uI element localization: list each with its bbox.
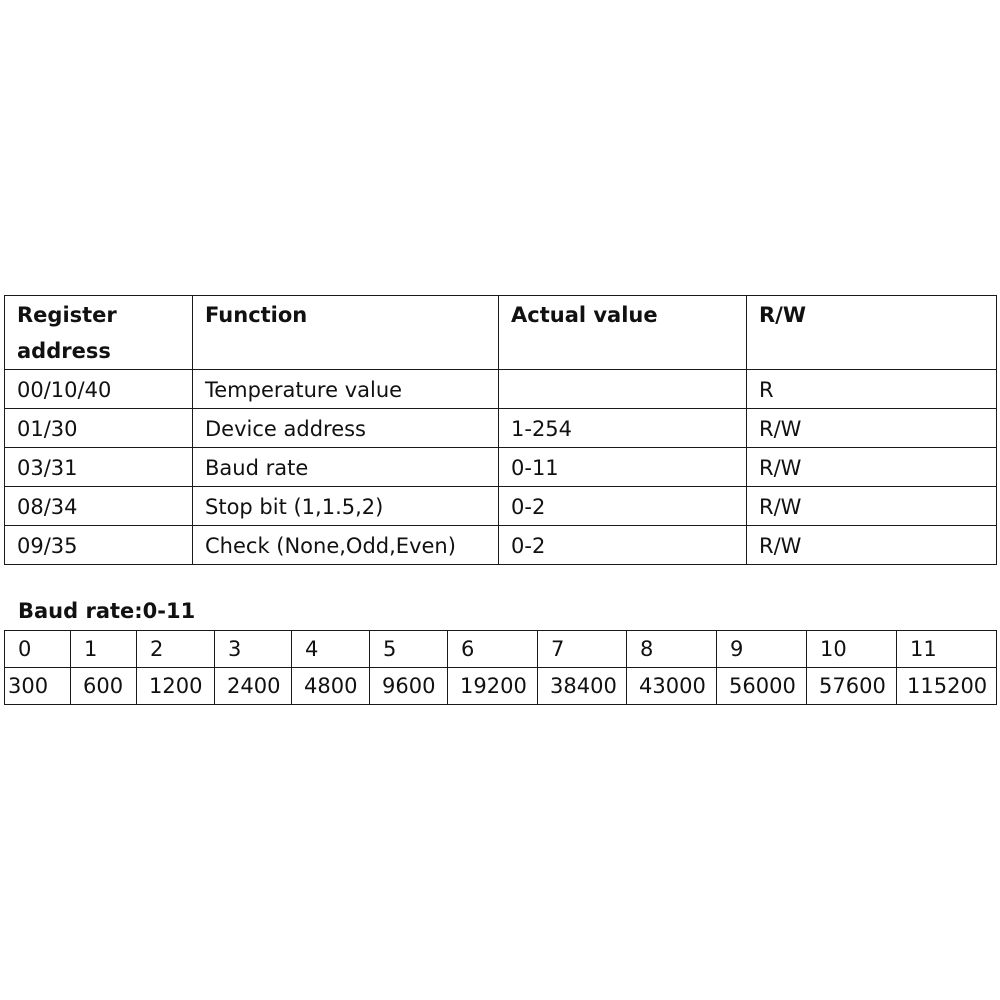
header-rw: R/W xyxy=(747,296,997,370)
cell-function: Device address xyxy=(193,409,499,448)
cell-actual-value: 0-11 xyxy=(499,448,747,487)
baud-rate-cell: 38400 xyxy=(538,668,627,705)
baud-code-cell: 2 xyxy=(137,631,215,668)
cell-rw: R/W xyxy=(747,409,997,448)
baud-rate-cell: 115200 xyxy=(897,668,997,705)
table-row xyxy=(5,409,997,448)
baud-code-cell: 3 xyxy=(215,631,292,668)
cell-register-address: 01/30 xyxy=(5,409,193,448)
baud-code-cell: 1 xyxy=(71,631,137,668)
cell-register-address: 03/31 xyxy=(5,448,193,487)
cell-rw: R xyxy=(747,370,997,409)
register-table xyxy=(4,295,997,565)
table-row xyxy=(5,448,997,487)
baud-code-cell: 0 xyxy=(5,631,71,668)
cell-actual-value: 1-254 xyxy=(499,409,747,448)
baud-code-cell: 8 xyxy=(627,631,717,668)
baud-rate-cell: 300 xyxy=(5,668,71,705)
baud-code-cell: 10 xyxy=(807,631,897,668)
baud-rate-cell: 1200 xyxy=(137,668,215,705)
cell-function: Check (None,Odd,Even) xyxy=(193,526,499,565)
baud-rate-cell: 2400 xyxy=(215,668,292,705)
cell-rw: R/W xyxy=(747,526,997,565)
baud-rate-title: Baud rate:0-11 xyxy=(18,599,196,623)
cell-actual-value: 0-2 xyxy=(499,526,747,565)
baud-rate-cell: 43000 xyxy=(627,668,717,705)
cell-rw: R/W xyxy=(747,448,997,487)
baud-code-cell: 9 xyxy=(717,631,807,668)
cell-rw: R/W xyxy=(747,487,997,526)
cell-function: Stop bit (1,1.5,2) xyxy=(193,487,499,526)
baud-code-cell: 11 xyxy=(897,631,997,668)
header-actual-value: Actual value xyxy=(499,296,747,370)
baud-code-cell: 7 xyxy=(538,631,627,668)
baud-code-cell: 4 xyxy=(292,631,370,668)
table-header-row xyxy=(5,296,997,370)
cell-actual-value xyxy=(499,370,747,409)
header-register-address: Register address xyxy=(5,296,193,370)
header-function: Function xyxy=(193,296,499,370)
table-row xyxy=(5,526,997,565)
table-row xyxy=(5,487,997,526)
baud-rate-cell: 600 xyxy=(71,668,137,705)
cell-register-address: 08/34 xyxy=(5,487,193,526)
baud-rate-cell: 56000 xyxy=(717,668,807,705)
baud-rate-cell: 9600 xyxy=(370,668,448,705)
baud-code-cell: 6 xyxy=(448,631,538,668)
baud-rate-cell: 19200 xyxy=(448,668,538,705)
table-row xyxy=(5,370,997,409)
baud-rate-table xyxy=(4,630,997,705)
cell-register-address: 00/10/40 xyxy=(5,370,193,409)
baud-rate-cell: 57600 xyxy=(807,668,897,705)
cell-function: Baud rate xyxy=(193,448,499,487)
cell-register-address: 09/35 xyxy=(5,526,193,565)
baud-rate-cell: 4800 xyxy=(292,668,370,705)
cell-actual-value: 0-2 xyxy=(499,487,747,526)
baud-code-row xyxy=(5,631,997,668)
baud-code-cell: 5 xyxy=(370,631,448,668)
baud-rate-row xyxy=(5,668,997,705)
cell-function: Temperature value xyxy=(193,370,499,409)
